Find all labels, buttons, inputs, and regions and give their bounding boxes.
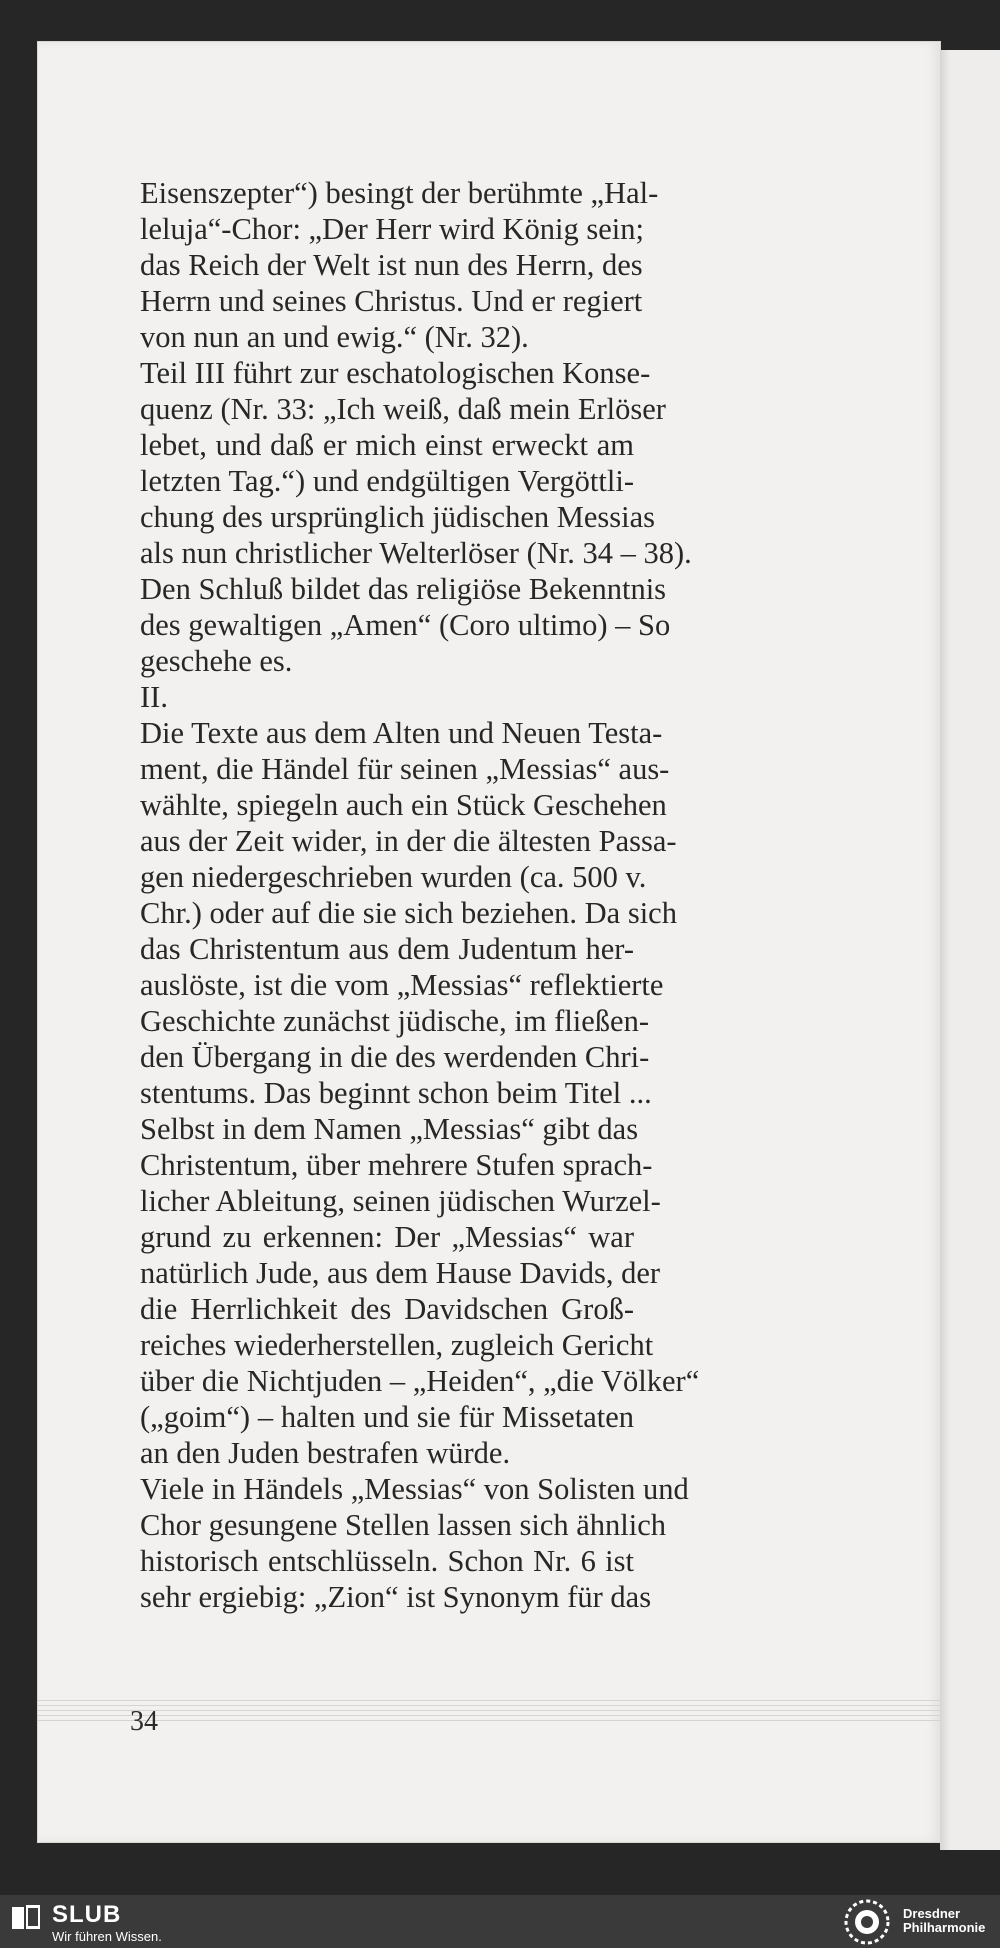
text-line: Selbst in dem Namen „Messias“ gibt das xyxy=(140,1112,639,1146)
text-line: Chr.) oder auf die sie sich beziehen. Da sich xyxy=(140,896,677,930)
paragraph xyxy=(140,679,634,715)
text-line: Die Texte aus dem Alten und Neuen Testa- xyxy=(140,716,663,750)
page-number: 34 xyxy=(130,1706,158,1737)
partner-name[interactable] xyxy=(903,1907,985,1935)
text-line: grund zu erkennen: Der „Messias“ war xyxy=(140,1220,634,1254)
text-line: quenz (Nr. 33: „Ich weiß, daß mein Erlöser xyxy=(140,392,666,426)
text-line: geschehe es. xyxy=(140,644,293,678)
text-line: stentums. Das beginnt schon beim Titel ... xyxy=(140,1076,652,1110)
text-line: den Übergang in die des werdenden Chri- xyxy=(140,1040,650,1074)
text-line: ment, die Händel für seinen „Messias“ aus- xyxy=(140,752,670,786)
paragraph xyxy=(140,355,692,679)
text-line: von nun an und ewig.“ (Nr. 32). xyxy=(140,320,529,354)
text-line: licher Ableitung, seinen jüdischen Wurzel- xyxy=(140,1184,661,1218)
text-line: aus der Zeit wider, in der die ältesten Passa- xyxy=(140,824,677,858)
text-line: Chor gesungene Stellen lassen sich ähnlich xyxy=(140,1508,667,1542)
library-name[interactable]: SLUB xyxy=(52,1901,122,1928)
text-line: die Herrlichkeit des Davidschen Groß- xyxy=(140,1292,634,1326)
text-line: („goim“) – halten und sie für Missetaten xyxy=(140,1400,634,1434)
partner-name-line1: Dresdner xyxy=(903,1906,961,1921)
text-line: an den Juden bestrafen würde. xyxy=(140,1436,511,1470)
text-line: historisch entschlüsseln. Schon Nr. 6 ist xyxy=(140,1544,634,1578)
text-line: Geschichte zunächst jüdische, im fließen- xyxy=(140,1004,649,1038)
text-line: des gewaltigen „Amen“ (Coro ultimo) – So xyxy=(140,608,671,642)
text-line: Christentum, über mehrere Stufen sprach- xyxy=(140,1148,653,1182)
text-line: Den Schluß bildet das religiöse Bekenntnis xyxy=(140,572,667,606)
text-line: gen niedergeschrieben wurden (ca. 500 v. xyxy=(140,860,647,894)
text-line: lebet, und daß er mich einst erweckt am xyxy=(140,428,634,462)
viewer-footer-bar xyxy=(0,1895,1000,1948)
paragraph xyxy=(140,715,700,1471)
text-line: das Christentum aus dem Judentum her- xyxy=(140,932,634,966)
body-text xyxy=(140,175,700,1615)
page-footer-rules xyxy=(38,1700,940,1740)
text-line: letzten Tag.“) und endgültigen Vergöttli- xyxy=(140,464,634,498)
philharmonie-logo-icon xyxy=(842,1899,892,1945)
text-line: chung des ursprünglich jüdischen Messias xyxy=(140,500,656,534)
text-line: Eisenszepter“) besingt der berühmte „Hal- xyxy=(140,176,659,210)
text-line: wählte, spiegeln auch ein Stück Geschehen xyxy=(140,788,667,822)
text-line: Viele in Händels „Messias“ von Solisten und xyxy=(140,1472,689,1506)
paragraph xyxy=(140,1471,689,1615)
text-line: sehr ergiebig: „Zion“ ist Synonym für das xyxy=(140,1580,652,1614)
partner-name-line2: Philharmonie xyxy=(903,1920,986,1935)
paragraph xyxy=(140,175,659,355)
next-page-edge xyxy=(940,50,1000,1850)
text-line: als nun christlicher Welterlöser (Nr. 34 – 38). xyxy=(140,536,692,570)
text-line: Herrn und seines Christus. Und er regiert xyxy=(140,284,643,318)
text-line: reiches wiederherstellen, zugleich Gericht xyxy=(140,1328,654,1362)
slub-logo-icon xyxy=(12,1905,42,1931)
text-line: das Reich der Welt ist nun des Herrn, des xyxy=(140,248,643,282)
text-line: auslöste, ist die vom „Messias“ reflektierte xyxy=(140,968,664,1002)
text-line: Teil III führt zur eschatologischen Konse- xyxy=(140,356,651,390)
text-line: II. xyxy=(140,680,168,714)
text-line: leluja“-Chor: „Der Herr wird König sein; xyxy=(140,212,644,246)
text-line: natürlich Jude, aus dem Hause Davids, der xyxy=(140,1256,661,1290)
library-tagline: Wir führen Wissen. xyxy=(52,1929,162,1944)
text-line: über die Nichtjuden – „Heiden“, „die Völker“ xyxy=(140,1364,700,1398)
